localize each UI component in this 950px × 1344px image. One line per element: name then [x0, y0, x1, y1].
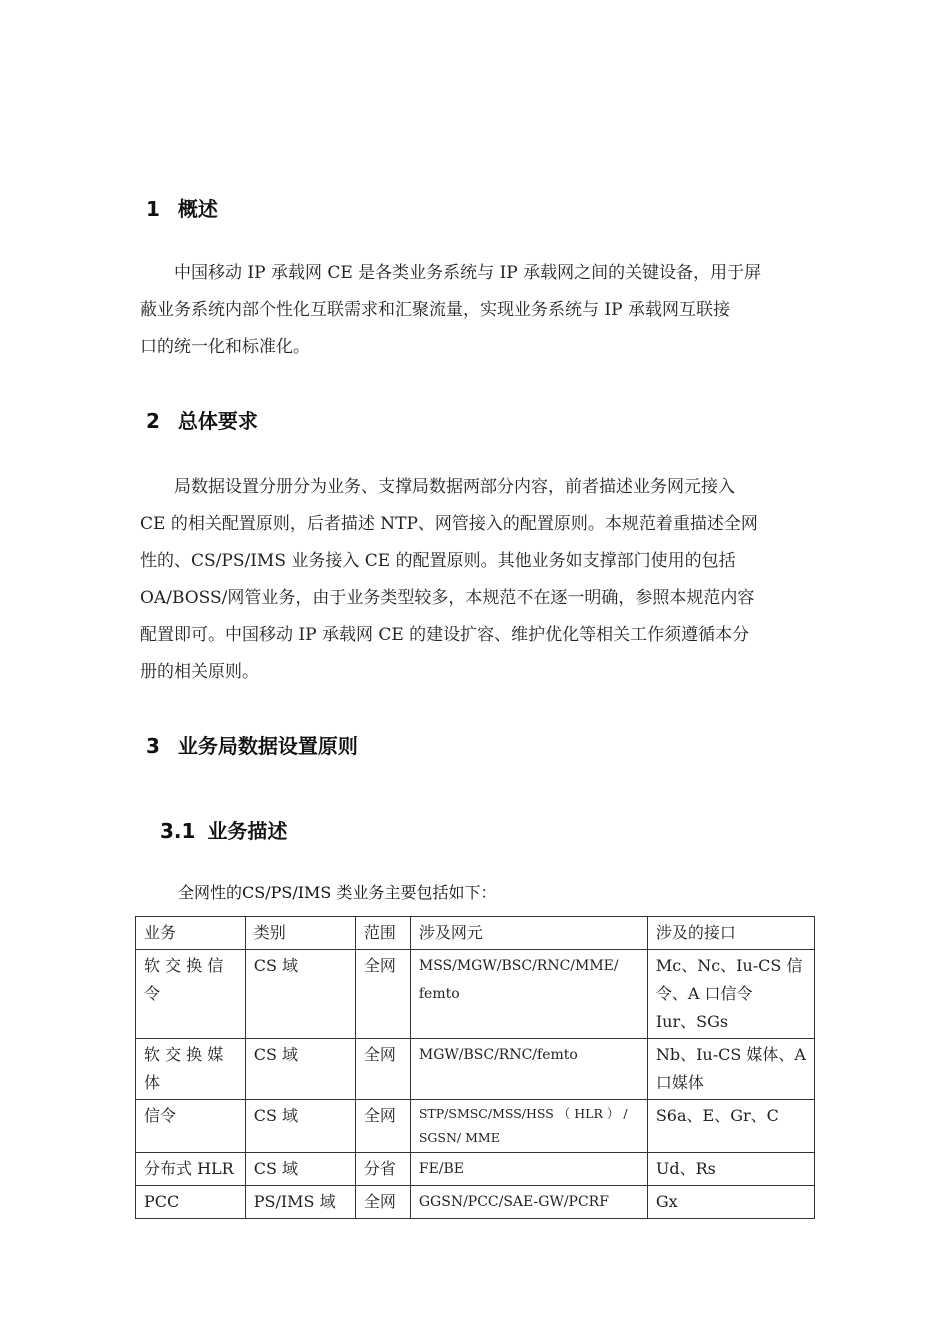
service-cell	[136, 950, 246, 1039]
cell-line: 口媒体	[655, 1073, 704, 1092]
cell-line: 信令	[144, 1106, 177, 1125]
cell-line: Ud、Rs	[655, 1159, 716, 1178]
table-row	[136, 1186, 815, 1219]
paragraph-line: 蔽业务系统内部个性化互联需求和汇聚流量，实现业务系统与 IP 承载网互联接	[140, 300, 730, 320]
section-number: 3	[146, 734, 160, 758]
interfaces-cell	[647, 1100, 814, 1153]
cell-line: S6a、E、Gr、C	[655, 1106, 779, 1125]
category-cell: PS/IMS 域	[245, 1186, 355, 1219]
paragraph-line: 口的统一化和标准化。	[140, 337, 310, 357]
paragraph-line: 中国移动 IP 承载网 CE 是各类业务系统与 IP 承载网之间的关键设备，用于屏	[140, 263, 762, 283]
elements-cell	[410, 950, 647, 1039]
section-title: 业务局数据设置原则	[177, 734, 358, 758]
cell-line: 令	[144, 984, 161, 1003]
category-cell: CS 域	[245, 950, 355, 1039]
paragraph-line: 性的、CS/PS/IMS 业务接入 CE 的配置原则。其他业务如支撑部门使用的包括	[140, 551, 736, 571]
table-row	[136, 1100, 815, 1153]
section-heading-overview	[146, 193, 218, 222]
elements-cell	[410, 1100, 647, 1153]
scope-cell: 全网	[355, 1039, 410, 1100]
cell-line: SGSN/ MME	[418, 1130, 500, 1145]
elements-cell	[410, 1039, 647, 1100]
interfaces-cell	[647, 1153, 814, 1186]
service-cell	[136, 1039, 246, 1100]
header-cell: 业务	[136, 917, 246, 950]
scope-cell: 全网	[355, 1186, 410, 1219]
paragraph-general-requirements	[140, 469, 810, 691]
cell-line: GGSN/PCC/SAE-GW/PCRF	[418, 1194, 609, 1210]
section-title: 总体要求	[177, 409, 258, 433]
paragraph-line: 配置即可。中国移动 IP 承载网 CE 的建设扩容、维护优化等相关工作须遵循本分	[140, 625, 750, 645]
cell-line: PCC	[144, 1192, 180, 1211]
cell-line: 软 交 换 信	[144, 956, 224, 975]
cell-line: STP/SMSC/MSS/HSS （ HLR ） /	[418, 1106, 628, 1121]
cell-line: 令、A 口信令	[655, 984, 753, 1003]
category-cell: CS 域	[245, 1153, 355, 1186]
paragraph-line: 册的相关原则。	[140, 662, 259, 682]
paragraph-line: 局数据设置分册分为业务、支撑局数据两部分内容，前者描述业务网元接入	[140, 477, 735, 497]
section-number: 3.1	[160, 819, 196, 843]
elements-cell	[410, 1186, 647, 1219]
elements-cell	[410, 1153, 647, 1186]
section-title: 业务描述	[207, 819, 288, 843]
category-cell: CS 域	[245, 1039, 355, 1100]
cell-line: Iur、SGs	[655, 1012, 729, 1031]
services-table	[135, 916, 815, 1219]
section-number: 2	[146, 409, 160, 433]
scope-cell: 分省	[355, 1153, 410, 1186]
paragraph-line: CE 的相关配置原则，后者描述 NTP、网管接入的配置原则。本规范着重描述全网	[140, 514, 758, 534]
header-cell: 类别	[245, 917, 355, 950]
cell-line: FE/BE	[418, 1161, 465, 1177]
table-header-row	[136, 917, 815, 950]
scope-cell: 全网	[355, 1100, 410, 1153]
table-intro-text: 全网性的CS/PS/IMS 类业务主要包括如下：	[178, 883, 497, 902]
header-cell: 范围	[355, 917, 410, 950]
table-row	[136, 1153, 815, 1186]
subsection-heading-service-description	[160, 815, 287, 844]
scope-cell: 全网	[355, 950, 410, 1039]
paragraph-overview	[140, 255, 810, 366]
table-row	[136, 950, 815, 1039]
cell-line: Nb、Iu-CS 媒体、A	[655, 1045, 806, 1064]
cell-line: 软 交 换 媒	[144, 1045, 224, 1064]
service-cell	[136, 1100, 246, 1153]
cell-line: 分布式 HLR	[144, 1159, 234, 1178]
cell-line: Gx	[655, 1192, 678, 1211]
section-number: 1	[146, 197, 160, 221]
category-cell: CS 域	[245, 1100, 355, 1153]
header-cell: 涉及网元	[410, 917, 647, 950]
cell-line: Mc、Nc、Iu-CS 信	[655, 956, 803, 975]
service-cell	[136, 1153, 246, 1186]
interfaces-cell	[647, 1039, 814, 1100]
service-cell	[136, 1186, 246, 1219]
interfaces-cell	[647, 950, 814, 1039]
section-title: 概述	[177, 197, 218, 221]
section-heading-general-requirements	[146, 405, 258, 434]
paragraph-line: OA/BOSS/网管业务，由于业务类型较多，本规范不在逐一明确，参照本规范内容	[140, 588, 755, 608]
cell-line: MGW/BSC/RNC/femto	[418, 1047, 578, 1063]
cell-line: femto	[418, 986, 460, 1002]
cell-line: 体	[144, 1073, 161, 1092]
section-heading-service-data-principles	[146, 730, 358, 759]
cell-line: MSS/MGW/BSC/RNC/MME/	[418, 958, 619, 974]
header-cell: 涉及的接口	[647, 917, 814, 950]
interfaces-cell	[647, 1186, 814, 1219]
table-row	[136, 1039, 815, 1100]
